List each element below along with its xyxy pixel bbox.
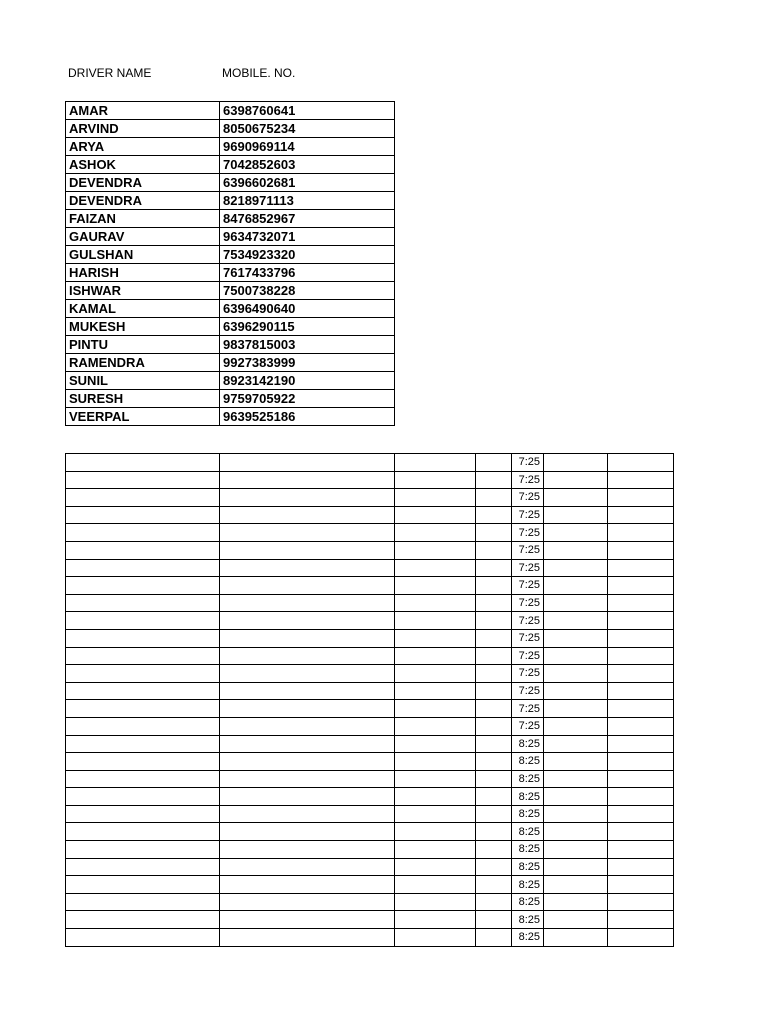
driver-row: [66, 300, 395, 318]
schedule-empty-cell: [220, 541, 395, 559]
schedule-time-cell: 8:25: [512, 841, 544, 859]
driver-mobile-cell: 9837815003: [220, 336, 395, 354]
schedule-empty-cell: [476, 841, 512, 859]
schedule-row: [66, 577, 674, 595]
schedule-empty-cell: [608, 454, 674, 472]
schedule-empty-cell: [544, 735, 608, 753]
schedule-empty-cell: [544, 454, 608, 472]
schedule-empty-cell: [220, 665, 395, 683]
schedule-empty-cell: [220, 629, 395, 647]
schedule-empty-cell: [395, 524, 476, 542]
schedule-empty-cell: [395, 876, 476, 894]
schedule-empty-cell: [395, 805, 476, 823]
schedule-empty-cell: [476, 735, 512, 753]
schedule-empty-cell: [544, 700, 608, 718]
schedule-empty-cell: [608, 647, 674, 665]
schedule-row: [66, 823, 674, 841]
schedule-empty-cell: [476, 893, 512, 911]
schedule-empty-cell: [544, 823, 608, 841]
driver-name-cell: MUKESH: [66, 318, 220, 336]
schedule-empty-cell: [608, 506, 674, 524]
driver-mobile-cell: 6396602681: [220, 174, 395, 192]
schedule-time-cell: 8:25: [512, 823, 544, 841]
schedule-time-cell: 7:25: [512, 506, 544, 524]
schedule-grid: [65, 453, 674, 947]
schedule-empty-cell: [544, 841, 608, 859]
schedule-empty-cell: [395, 788, 476, 806]
schedule-empty-cell: [476, 682, 512, 700]
driver-name-cell: SURESH: [66, 390, 220, 408]
schedule-empty-cell: [395, 577, 476, 595]
driver-row: [66, 354, 395, 372]
schedule-empty-cell: [220, 823, 395, 841]
schedule-time-cell: 7:25: [512, 647, 544, 665]
driver-name-header: DRIVER NAME: [68, 66, 152, 80]
schedule-empty-cell: [66, 471, 220, 489]
schedule-empty-cell: [66, 805, 220, 823]
driver-mobile-cell: 8923142190: [220, 372, 395, 390]
schedule-empty-cell: [544, 524, 608, 542]
driver-name-cell: GAURAV: [66, 228, 220, 246]
schedule-empty-cell: [476, 911, 512, 929]
schedule-empty-cell: [544, 506, 608, 524]
schedule-empty-cell: [476, 753, 512, 771]
schedule-empty-cell: [395, 911, 476, 929]
schedule-empty-cell: [220, 788, 395, 806]
schedule-empty-cell: [608, 559, 674, 577]
schedule-empty-cell: [476, 700, 512, 718]
mobile-no-header: MOBILE. NO.: [222, 66, 296, 80]
schedule-empty-cell: [608, 805, 674, 823]
driver-name-cell: DEVENDRA: [66, 174, 220, 192]
driver-row: [66, 336, 395, 354]
schedule-empty-cell: [66, 594, 220, 612]
schedule-empty-cell: [476, 629, 512, 647]
schedule-empty-cell: [544, 612, 608, 630]
schedule-empty-cell: [395, 929, 476, 947]
schedule-empty-cell: [476, 594, 512, 612]
schedule-empty-cell: [395, 594, 476, 612]
driver-mobile-cell: 8218971113: [220, 192, 395, 210]
schedule-empty-cell: [476, 929, 512, 947]
schedule-empty-cell: [395, 506, 476, 524]
schedule-empty-cell: [395, 489, 476, 507]
schedule-empty-cell: [220, 506, 395, 524]
schedule-empty-cell: [476, 647, 512, 665]
schedule-empty-cell: [608, 612, 674, 630]
schedule-empty-cell: [608, 489, 674, 507]
driver-mobile-cell: 9759705922: [220, 390, 395, 408]
schedule-empty-cell: [544, 770, 608, 788]
driver-mobile-cell: 8050675234: [220, 120, 395, 138]
schedule-empty-cell: [608, 700, 674, 718]
schedule-time-cell: 7:25: [512, 454, 544, 472]
schedule-empty-cell: [220, 594, 395, 612]
schedule-empty-cell: [66, 929, 220, 947]
schedule-time-cell: 8:25: [512, 858, 544, 876]
schedule-empty-cell: [66, 841, 220, 859]
schedule-empty-cell: [220, 841, 395, 859]
schedule-empty-cell: [66, 753, 220, 771]
schedule-empty-cell: [395, 471, 476, 489]
schedule-empty-cell: [395, 823, 476, 841]
schedule-time-cell: 8:25: [512, 876, 544, 894]
schedule-empty-cell: [544, 893, 608, 911]
schedule-empty-cell: [66, 770, 220, 788]
schedule-empty-cell: [395, 665, 476, 683]
schedule-empty-cell: [544, 629, 608, 647]
schedule-empty-cell: [220, 858, 395, 876]
schedule-row: [66, 753, 674, 771]
schedule-empty-cell: [220, 735, 395, 753]
schedule-empty-cell: [66, 735, 220, 753]
schedule-empty-cell: [66, 577, 220, 595]
schedule-time-cell: 7:25: [512, 612, 544, 630]
schedule-empty-cell: [395, 858, 476, 876]
schedule-row: [66, 594, 674, 612]
schedule-empty-cell: [220, 893, 395, 911]
schedule-empty-cell: [395, 700, 476, 718]
driver-name-cell: ARVIND: [66, 120, 220, 138]
schedule-empty-cell: [66, 665, 220, 683]
driver-name-cell: FAIZAN: [66, 210, 220, 228]
schedule-empty-cell: [66, 858, 220, 876]
schedule-empty-cell: [544, 489, 608, 507]
schedule-row: [66, 506, 674, 524]
schedule-empty-cell: [544, 876, 608, 894]
schedule-empty-cell: [608, 841, 674, 859]
driver-mobile-cell: 6396490640: [220, 300, 395, 318]
schedule-time-cell: 8:25: [512, 753, 544, 771]
schedule-time-cell: 8:25: [512, 735, 544, 753]
schedule-empty-cell: [476, 876, 512, 894]
schedule-empty-cell: [608, 788, 674, 806]
driver-name-cell: GULSHAN: [66, 246, 220, 264]
schedule-row: [66, 858, 674, 876]
schedule-row: [66, 682, 674, 700]
schedule-empty-cell: [476, 524, 512, 542]
schedule-row: [66, 735, 674, 753]
schedule-row: [66, 629, 674, 647]
schedule-empty-cell: [544, 717, 608, 735]
schedule-empty-cell: [395, 682, 476, 700]
schedule-row: [66, 665, 674, 683]
driver-name-cell: AMAR: [66, 102, 220, 120]
driver-name-cell: SUNIL: [66, 372, 220, 390]
driver-mobile-cell: 9639525186: [220, 408, 395, 426]
driver-name-cell: DEVENDRA: [66, 192, 220, 210]
schedule-empty-cell: [395, 770, 476, 788]
driver-mobile-cell: 7500738228: [220, 282, 395, 300]
schedule-empty-cell: [220, 753, 395, 771]
schedule-empty-cell: [220, 770, 395, 788]
schedule-empty-cell: [66, 559, 220, 577]
schedule-empty-cell: [544, 559, 608, 577]
schedule-empty-cell: [608, 665, 674, 683]
schedule-empty-cell: [66, 454, 220, 472]
schedule-empty-cell: [608, 471, 674, 489]
schedule-empty-cell: [476, 471, 512, 489]
driver-mobile-cell: 9634732071: [220, 228, 395, 246]
schedule-empty-cell: [66, 823, 220, 841]
schedule-row: [66, 612, 674, 630]
schedule-row: [66, 454, 674, 472]
driver-table: [65, 101, 395, 426]
schedule-row: [66, 700, 674, 718]
schedule-empty-cell: [476, 489, 512, 507]
schedule-time-cell: 7:25: [512, 700, 544, 718]
schedule-empty-cell: [608, 594, 674, 612]
schedule-empty-cell: [476, 612, 512, 630]
schedule-empty-cell: [476, 823, 512, 841]
schedule-time-cell: 8:25: [512, 893, 544, 911]
schedule-empty-cell: [544, 911, 608, 929]
schedule-empty-cell: [544, 788, 608, 806]
driver-row: [66, 282, 395, 300]
schedule-row: [66, 647, 674, 665]
schedule-empty-cell: [220, 682, 395, 700]
schedule-empty-cell: [395, 629, 476, 647]
schedule-empty-cell: [544, 471, 608, 489]
driver-mobile-cell: 6396290115: [220, 318, 395, 336]
schedule-empty-cell: [544, 682, 608, 700]
schedule-empty-cell: [544, 594, 608, 612]
driver-mobile-cell: 9927383999: [220, 354, 395, 372]
schedule-time-cell: 8:25: [512, 788, 544, 806]
schedule-time-cell: 7:25: [512, 629, 544, 647]
schedule-empty-cell: [220, 559, 395, 577]
schedule-empty-cell: [220, 700, 395, 718]
schedule-empty-cell: [476, 805, 512, 823]
schedule-empty-cell: [476, 858, 512, 876]
driver-name-cell: PINTU: [66, 336, 220, 354]
schedule-empty-cell: [476, 788, 512, 806]
schedule-empty-cell: [220, 876, 395, 894]
schedule-time-cell: 7:25: [512, 524, 544, 542]
schedule-row: [66, 841, 674, 859]
schedule-row: [66, 911, 674, 929]
driver-mobile-cell: 7617433796: [220, 264, 395, 282]
schedule-empty-cell: [395, 717, 476, 735]
schedule-empty-cell: [608, 524, 674, 542]
schedule-empty-cell: [220, 524, 395, 542]
driver-row: [66, 156, 395, 174]
driver-row: [66, 372, 395, 390]
driver-row: [66, 192, 395, 210]
schedule-empty-cell: [395, 647, 476, 665]
schedule-empty-cell: [544, 541, 608, 559]
driver-mobile-cell: 7534923320: [220, 246, 395, 264]
schedule-empty-cell: [220, 577, 395, 595]
schedule-row: [66, 770, 674, 788]
driver-mobile-cell: 9690969114: [220, 138, 395, 156]
schedule-empty-cell: [544, 665, 608, 683]
schedule-empty-cell: [66, 893, 220, 911]
driver-name-cell: ISHWAR: [66, 282, 220, 300]
driver-name-cell: ASHOK: [66, 156, 220, 174]
schedule-row: [66, 929, 674, 947]
schedule-empty-cell: [608, 876, 674, 894]
schedule-row: [66, 805, 674, 823]
driver-row: [66, 246, 395, 264]
schedule-time-cell: 7:25: [512, 559, 544, 577]
schedule-empty-cell: [476, 770, 512, 788]
driver-row: [66, 318, 395, 336]
driver-mobile-cell: 7042852603: [220, 156, 395, 174]
schedule-empty-cell: [608, 682, 674, 700]
schedule-empty-cell: [220, 471, 395, 489]
schedule-empty-cell: [66, 629, 220, 647]
schedule-empty-cell: [544, 858, 608, 876]
schedule-row: [66, 489, 674, 507]
schedule-empty-cell: [544, 753, 608, 771]
schedule-empty-cell: [608, 929, 674, 947]
schedule-time-cell: 7:25: [512, 682, 544, 700]
schedule-empty-cell: [220, 489, 395, 507]
schedule-empty-cell: [608, 823, 674, 841]
schedule-empty-cell: [66, 541, 220, 559]
schedule-empty-cell: [66, 647, 220, 665]
schedule-empty-cell: [395, 612, 476, 630]
schedule-empty-cell: [608, 577, 674, 595]
schedule-empty-cell: [220, 805, 395, 823]
schedule-time-cell: 7:25: [512, 489, 544, 507]
schedule-empty-cell: [395, 841, 476, 859]
driver-name-cell: HARISH: [66, 264, 220, 282]
schedule-empty-cell: [476, 717, 512, 735]
schedule-empty-cell: [476, 577, 512, 595]
schedule-row: [66, 559, 674, 577]
schedule-empty-cell: [395, 735, 476, 753]
schedule-time-cell: 7:25: [512, 471, 544, 489]
schedule-empty-cell: [544, 647, 608, 665]
schedule-empty-cell: [66, 700, 220, 718]
schedule-empty-cell: [66, 876, 220, 894]
schedule-empty-cell: [66, 489, 220, 507]
schedule-empty-cell: [544, 577, 608, 595]
schedule-row: [66, 788, 674, 806]
schedule-empty-cell: [476, 454, 512, 472]
schedule-empty-cell: [220, 454, 395, 472]
schedule-empty-cell: [544, 805, 608, 823]
driver-row: [66, 174, 395, 192]
schedule-time-cell: 7:25: [512, 594, 544, 612]
driver-name-cell: ARYA: [66, 138, 220, 156]
schedule-row: [66, 524, 674, 542]
schedule-empty-cell: [608, 911, 674, 929]
schedule-empty-cell: [608, 753, 674, 771]
schedule-row: [66, 876, 674, 894]
schedule-empty-cell: [395, 541, 476, 559]
schedule-empty-cell: [66, 682, 220, 700]
schedule-empty-cell: [476, 665, 512, 683]
schedule-empty-cell: [66, 788, 220, 806]
driver-row: [66, 228, 395, 246]
schedule-empty-cell: [220, 647, 395, 665]
schedule-empty-cell: [220, 612, 395, 630]
driver-row: [66, 102, 395, 120]
driver-mobile-cell: 8476852967: [220, 210, 395, 228]
schedule-time-cell: 7:25: [512, 717, 544, 735]
schedule-empty-cell: [476, 506, 512, 524]
schedule-row: [66, 717, 674, 735]
schedule-row: [66, 471, 674, 489]
schedule-empty-cell: [220, 911, 395, 929]
schedule-empty-cell: [608, 541, 674, 559]
driver-row: [66, 408, 395, 426]
driver-row: [66, 264, 395, 282]
schedule-row: [66, 541, 674, 559]
schedule-empty-cell: [608, 893, 674, 911]
schedule-empty-cell: [220, 929, 395, 947]
schedule-time-cell: 8:25: [512, 929, 544, 947]
driver-row: [66, 210, 395, 228]
schedule-time-cell: 8:25: [512, 770, 544, 788]
schedule-empty-cell: [608, 735, 674, 753]
driver-row: [66, 120, 395, 138]
schedule-empty-cell: [476, 559, 512, 577]
schedule-empty-cell: [395, 753, 476, 771]
schedule-empty-cell: [608, 629, 674, 647]
schedule-time-cell: 7:25: [512, 577, 544, 595]
schedule-empty-cell: [395, 559, 476, 577]
schedule-empty-cell: [608, 770, 674, 788]
driver-name-cell: KAMAL: [66, 300, 220, 318]
driver-name-cell: VEERPAL: [66, 408, 220, 426]
schedule-empty-cell: [66, 612, 220, 630]
schedule-empty-cell: [66, 506, 220, 524]
driver-mobile-cell: 6398760641: [220, 102, 395, 120]
driver-name-cell: RAMENDRA: [66, 354, 220, 372]
schedule-empty-cell: [220, 717, 395, 735]
schedule-empty-cell: [544, 929, 608, 947]
schedule-empty-cell: [395, 893, 476, 911]
schedule-empty-cell: [66, 524, 220, 542]
schedule-empty-cell: [608, 717, 674, 735]
schedule-empty-cell: [66, 911, 220, 929]
schedule-time-cell: 8:25: [512, 805, 544, 823]
driver-row: [66, 390, 395, 408]
schedule-row: [66, 893, 674, 911]
schedule-time-cell: 7:25: [512, 665, 544, 683]
schedule-empty-cell: [66, 717, 220, 735]
schedule-empty-cell: [395, 454, 476, 472]
schedule-empty-cell: [608, 858, 674, 876]
driver-row: [66, 138, 395, 156]
schedule-time-cell: 7:25: [512, 541, 544, 559]
schedule-empty-cell: [476, 541, 512, 559]
schedule-time-cell: 8:25: [512, 911, 544, 929]
